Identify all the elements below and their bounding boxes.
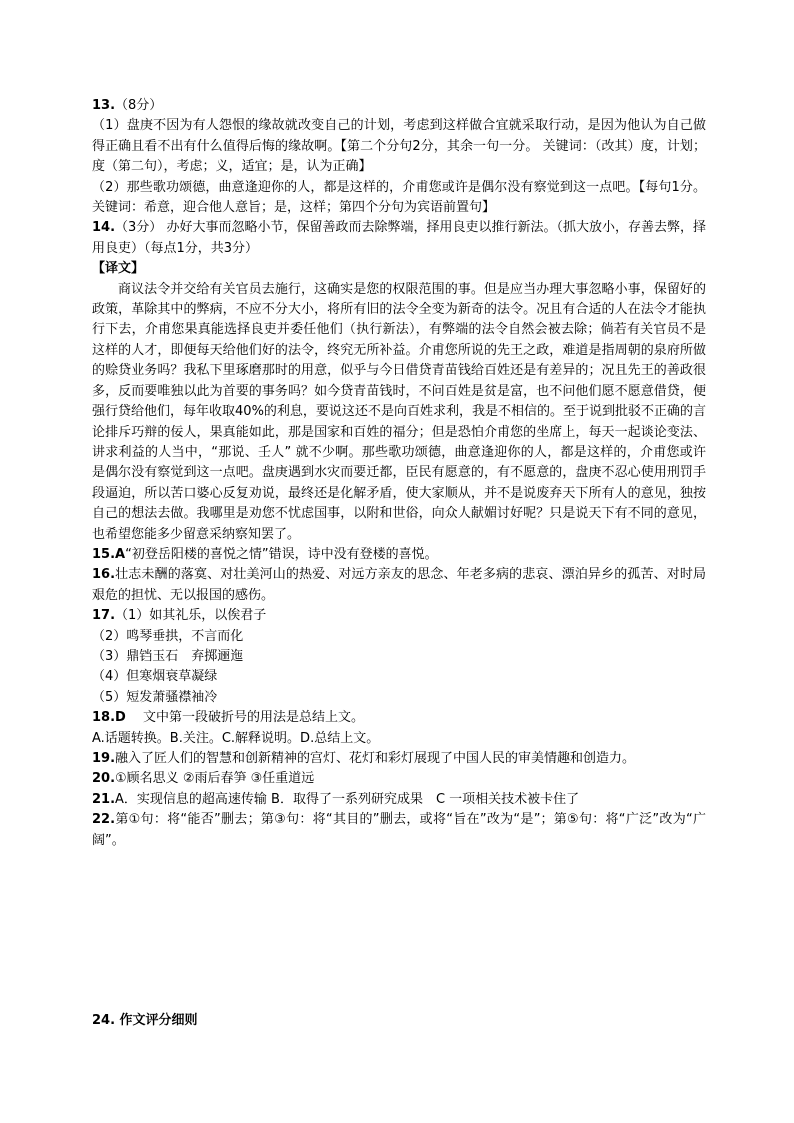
- q13-answer-1: （1）盘庚不因为有人怨恨的缘故就改变自己的计划，考虑到这样做合宜就采取行动，是因为他认为自己做得正确且看不出有什么值得后悔的缘故啊。【第二个分句2分，其余一句一分。 关键词：（改其）度，计划；度（第二句），考虑；义，适宜；是，认为正确】: [92, 118, 706, 175]
- q13-heading: [92, 96, 706, 116]
- q16-text: 壮志未酬的落寞、对壮美河山的热爱、对远方亲友的思念、年老多病的悲哀、漂泊异乡的孤苦、对时局艰危的担忧、无以报国的感伤。: [92, 567, 706, 603]
- q16-answer: [92, 565, 706, 606]
- q21-answer: [92, 790, 706, 810]
- q21-number: 21.: [92, 791, 116, 807]
- q14-answer: [92, 218, 706, 259]
- q17-answer-1: [92, 606, 706, 626]
- q17-number: 17.: [92, 608, 116, 624]
- translation-title: 【译文】: [92, 261, 145, 277]
- q19-number: 19.: [92, 751, 116, 766]
- q13-answer-2: （2）那些歌功颂德，曲意逢迎你的人，都是这样的，介甫您或许是偶尔没有察觉到这一点吧。【每句1分。关键词：希意，迎合他人意旨；是，这样；第四个分句为宾语前置句】: [92, 179, 706, 216]
- q20-number: 20.: [92, 771, 116, 787]
- q20-text: ①顾名思义 ②雨后春笋 ③任重道远: [115, 771, 315, 787]
- q17-answer-4: （4）但寒烟衰草凝绿: [92, 669, 218, 685]
- q19-answer: [92, 749, 706, 769]
- blank-space: [92, 851, 706, 1011]
- answer-page: [92, 96, 706, 1031]
- q14-text: （3分） 办好大事而忽略小节，保留善政而去除弊端，择用良吏以推行新法。（抓大放小，存善去弊，择用良吏）（每点1分，共3分）: [92, 220, 706, 256]
- q22-text: 第①句：将“能否”删去；第③句：将“其目的”删去，或将“旨在”改为“是”；第⑤句：将“广泛”改为“广阔”。: [92, 812, 706, 848]
- q22-answer: [92, 810, 706, 851]
- q16-number: 16.: [92, 567, 116, 583]
- q17-answer-3: （3）鼎铛玉石 弃掷逦迤: [92, 648, 244, 664]
- q18-text: 文中第一段破折号的用法是总结上文。: [125, 710, 364, 726]
- q19-text: 融入了匠人们的智慧和创新精神的宫灯、花灯和彩灯展现了中国人民的审美情趣和创造力。: [115, 751, 636, 766]
- q15-answer: [92, 545, 706, 565]
- q13-number: 13.: [92, 98, 116, 113]
- q18-options: A.话题转换。B.关注。C.解释说明。D.总结上文。: [92, 730, 380, 746]
- q13-score: （8分）: [115, 98, 163, 113]
- q14-number: 14.: [92, 220, 116, 236]
- q17-answer-5: （5）短发萧骚襟袖冷: [92, 689, 218, 705]
- q24-heading: 24. 作文评分细则: [92, 1013, 198, 1029]
- q17-answer-2: （2）鸣琴垂拱，不言而化: [92, 628, 244, 644]
- translation-body: 商议法令并交给有关官员去施行，这确实是您的权限范围的事。但是应当办理大事忽略小事，保留好的政策，革除其中的弊病，不应不分大小，将所有旧的法令全变为新奇的法令。况且有合适的人在法令才能执行下去，介甫您果真能选择良吏并委任他们（执行新法），有弊端的法令自然会被去除；倘若有关官员不是这样的人才，即便每天给他们好的法令，终究无所补益。介甫您所说的先王之政，难道是指周朝的泉府所做的赊贷业务吗？我私下里琢磨那时的用意，似乎与今日借贷青苗钱给百姓还是有差异的；况且先王的善政很多，反而要唯独以此为首要的事务吗？如今贷青苗钱时，不问百姓是贫是富，也不问他们愿不愿意借贷，便强行贷给他们，每年收取40%的利息，要说这还不是向百姓求利，我是不相信的。至于说到批驳不正确的言论排斥巧辩的佞人，果真能如此，那是国家和百姓的福分；但是恐怕介甫您的坐席上，每天一起谈论变法、讲求利益的人当中，“那说、壬人” 就不少啊。那些歌功颂德，曲意逢迎你的人，都是这样的，介甫您或许是偶尔没有察觉到这一点吧。盘庚遇到水灾而要迁都，臣民有愿意的，有不愿意的，盘庚不忍心使用刑罚手段逼迫，所以苦口婆心反复劝说，最终还是化解矛盾，使大家顺从，并不是说废弃天下所有人的意见，独按自己的想法去做。我哪里是劝您不忧虑国事，以附和世俗，向众人献媚讨好呢？只是说天下有不同的意见，也希望您能多少留意采纳察知罢了。: [92, 281, 706, 542]
- q20-answer: [92, 769, 706, 789]
- q18-answer: [92, 708, 706, 728]
- q17-text-1: （1）如其礼乐，以俟君子: [115, 608, 267, 624]
- q21-text: A．实现信息的超高速传输 B．取得了一系列研究成果 C 一项相关技术被卡住了: [115, 791, 580, 807]
- q22-number: 22.: [92, 812, 116, 828]
- q15-text: “初登岳阳楼的喜悦之情”错误，诗中没有登楼的喜悦。: [125, 546, 438, 562]
- q15-number: 15.A: [92, 546, 126, 562]
- q18-number: 18.D: [92, 710, 126, 726]
